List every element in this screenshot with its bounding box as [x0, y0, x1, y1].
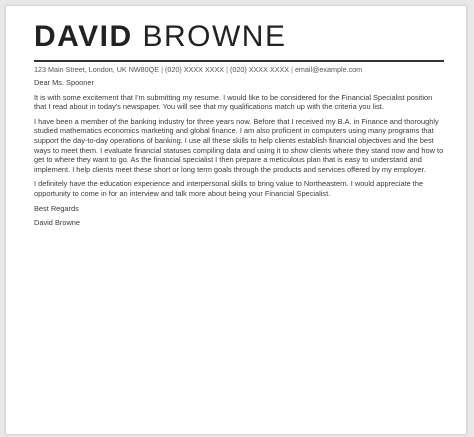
last-name: BROWNE [142, 20, 287, 53]
contact-address: 123 Main Street, London, UK NW80QE [34, 65, 160, 74]
letter-page [5, 5, 467, 435]
contact-line [34, 65, 444, 75]
contact-separator: | [226, 65, 228, 74]
body-paragraph-3: I definitely have the education experience and interpersonal skills to bring value to Northeastern. I would appreciate the opportunity to come in for an interview and talk more about being your Financial Specialist. [34, 179, 424, 198]
contact-separator: | [161, 65, 163, 74]
greeting: Dear Ms. Spooner [34, 78, 94, 87]
body-paragraph-1: It is with some excitement that I'm submitting my resume. I would like to be considered for the Financial Specialist position that I read about in today's newspaper. You will see that my qualifications match up with the criteria you list. [34, 92, 433, 112]
contact-separator: | [291, 65, 293, 74]
contact-phone-1: (020) XXXX XXXX [164, 65, 225, 74]
body-paragraph-2: I have been a member of the banking industry for three years now. Before that I received my B.A. in Finance and thoroughly studied mathematics economics marketing and global finance. I am also proficient in computers using many programs that support the day-to-day operations of banking. I use all these skills to help clients establish financial objectives and the best ways to meet them. I evaluate financial statuses compiling data and using it to show clients where they stand now and how to get to where they want to go. As the financial specialist I then prepare a meticulous plan that is easy to understand and implement. I help clients meet these short or long term goals through the products and services offered by my employer. [34, 116, 444, 174]
applicant-name [34, 20, 444, 54]
signature: David Browne [34, 218, 81, 228]
contact-phone-2: (020) XXXX XXXX [229, 65, 290, 74]
first-name: DAVID [34, 20, 133, 53]
letter-body [34, 78, 444, 228]
closing: Best Regards [34, 203, 79, 213]
cover-letter [34, 20, 444, 233]
contact-email: email@example.com [294, 65, 363, 74]
header-divider [34, 60, 444, 62]
